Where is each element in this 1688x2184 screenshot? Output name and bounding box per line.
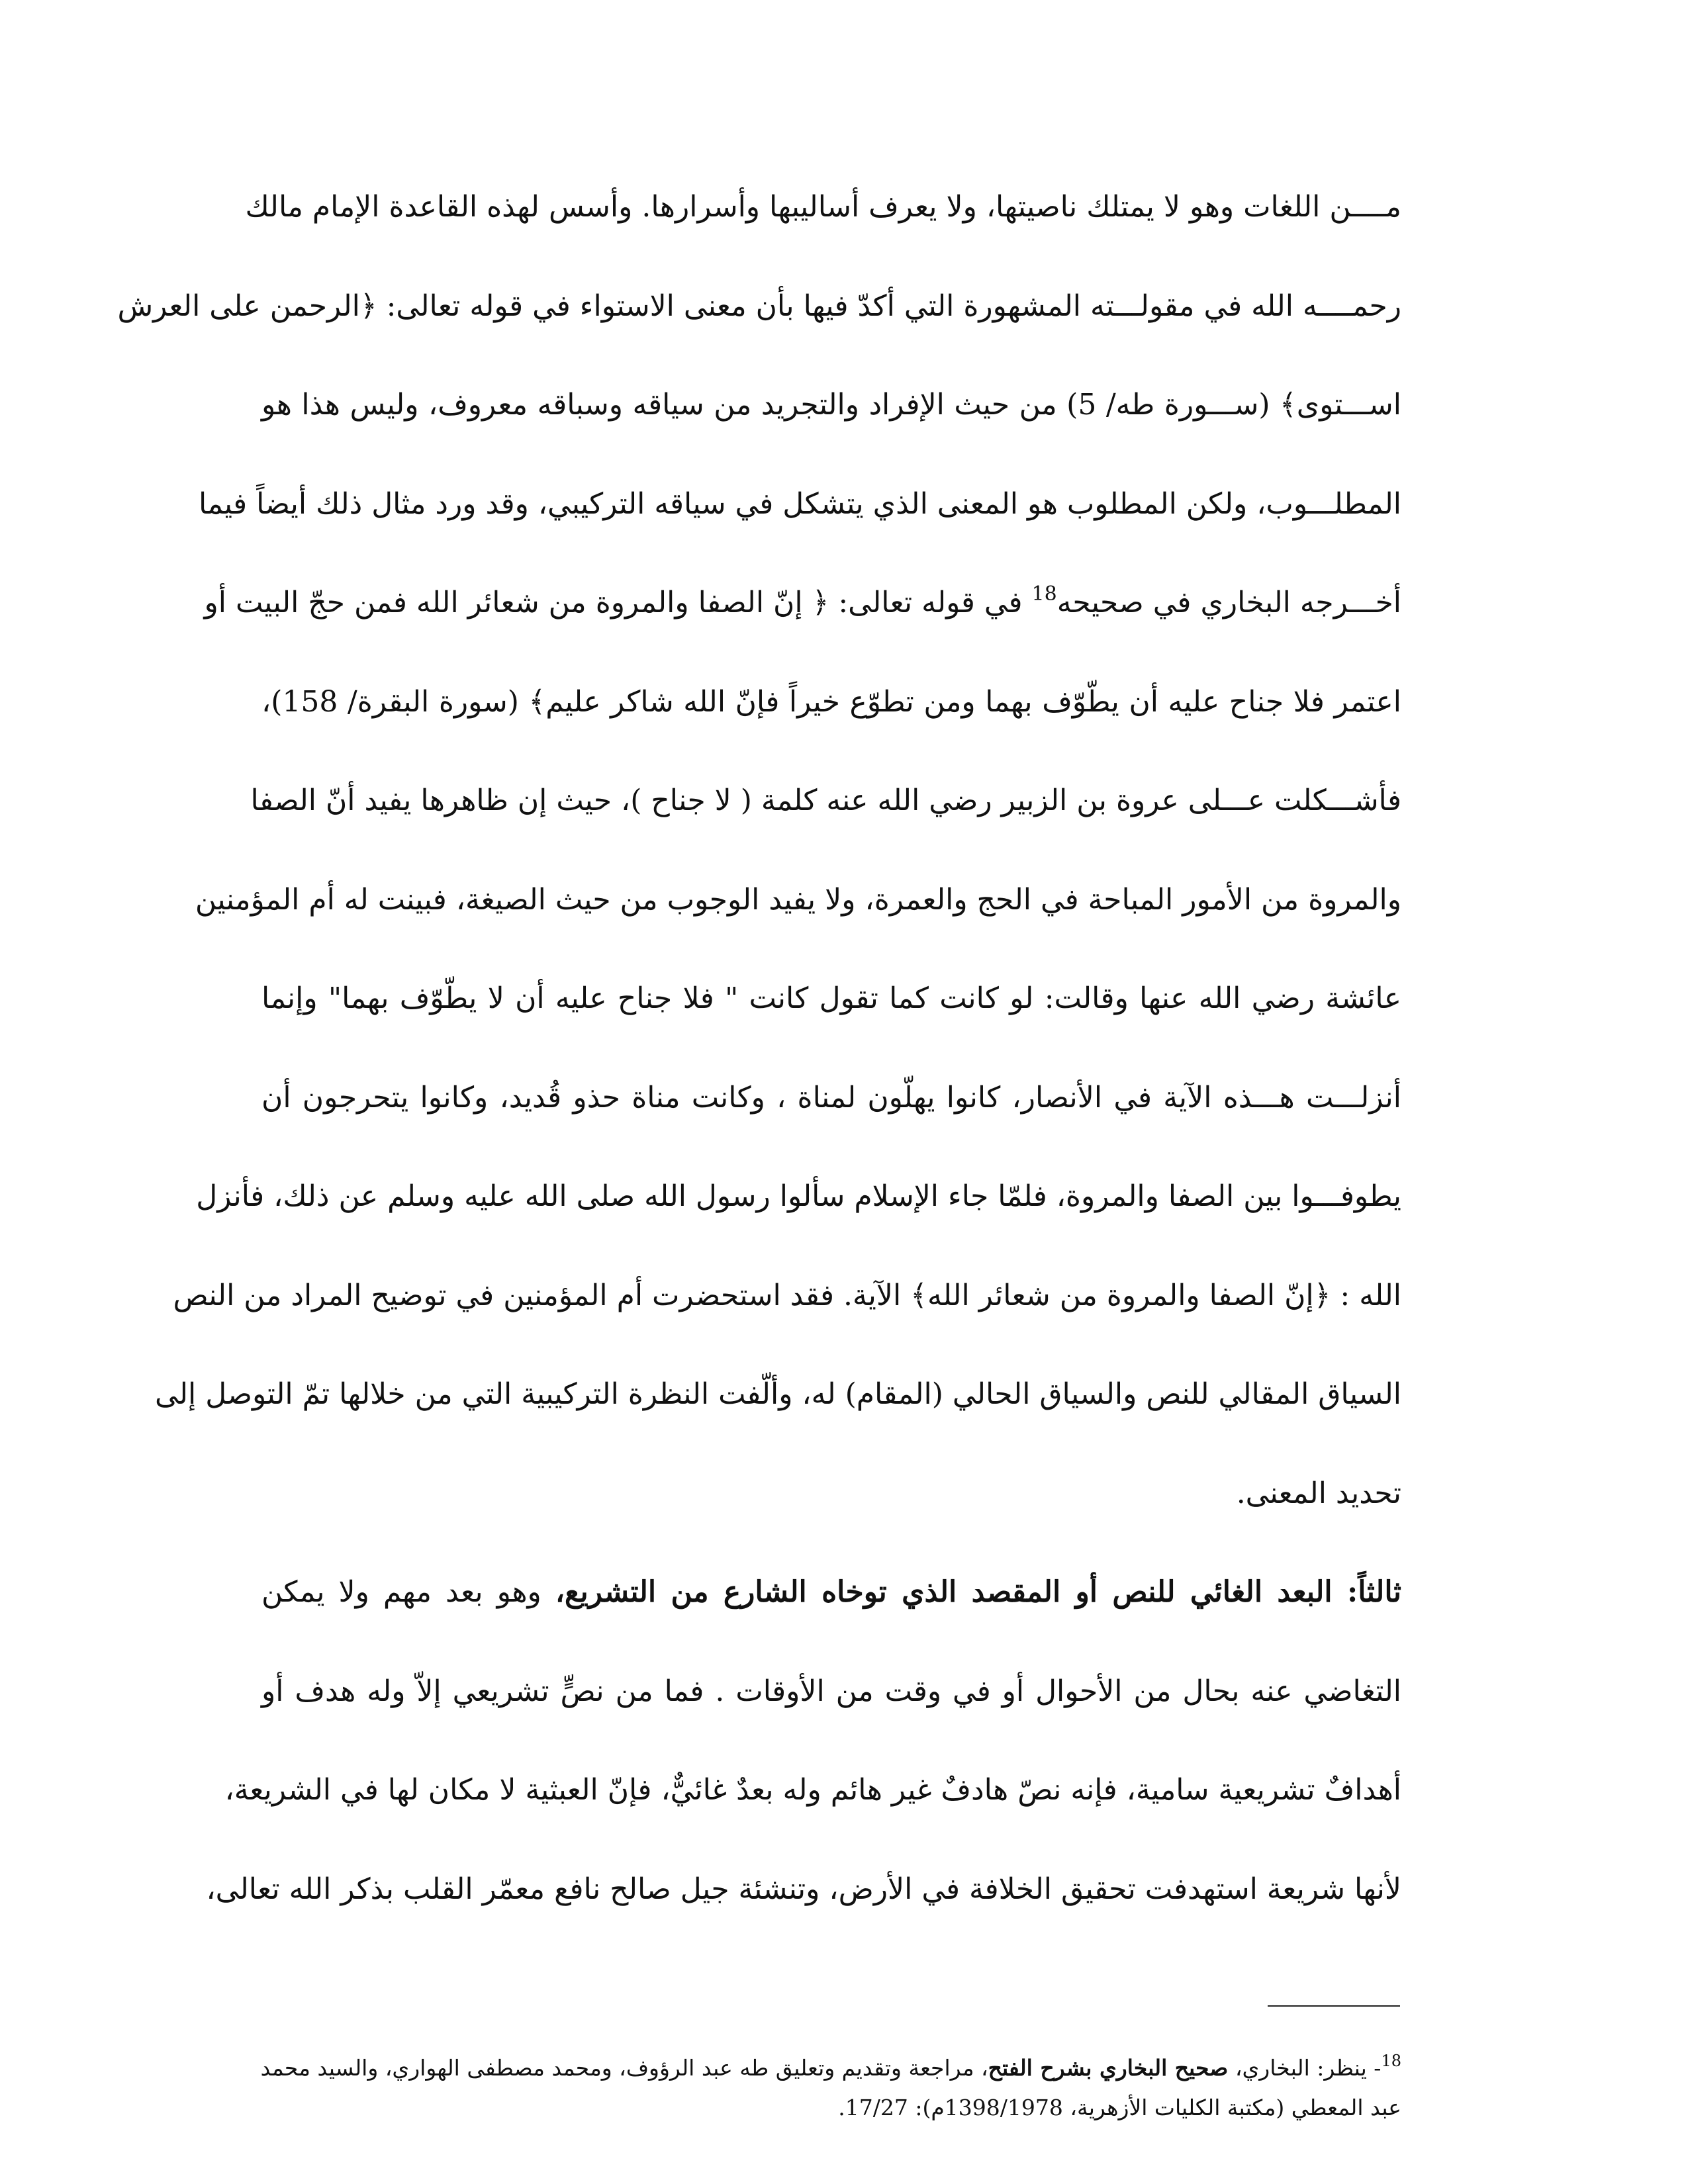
text-line: المطلـــوب، ولكن المطلوب هو المعنى الذي يتشكل في سياقه التركيبي، وقد ورد مثال ذلك أيضاً فيما [198, 486, 1401, 521]
text-line: اســـتوى﴾ (ســـورة طه/ 5) من حيث الإفراد والتجريد من سياقه وسباقه معروف، وليس هذا هو [261, 388, 1401, 422]
text-segment: وهو بعد مهم ولا يمكن [261, 1575, 555, 1609]
text-line: يطوفـــوا بين الصفا والمروة، فلمّا جاء الإسلام سألوا رسول الله صلى الله عليه وسلم عن ذلك، فأنزل [196, 1179, 1401, 1213]
text-line: السياق المقالي للنص والسياق الحالي (المقام) له، وألّفت النظرة التركيبية التي من خلالها تمّ التوصل إلى [154, 1377, 1401, 1411]
text-line [204, 553, 1401, 653]
footnote-text: ، مراجعة وتقديم وتعليق طه عبد الرؤوف، ومحمد مصطفى الهواري، والسيد محمد [260, 2055, 988, 2081]
text-line: عائشة رضي الله عنها وقالت: لو كانت كما تقول كانت " فلا جناح عليه أن لا يطّوّف بهما" وإنما [261, 981, 1401, 1015]
footnote-book-title: صحيح البخاري بشرح الفتح [988, 2055, 1229, 2081]
footnote-number: 18 [1381, 2052, 1401, 2070]
footnote-ref[interactable]: 18 [1031, 582, 1057, 606]
text-line: والمروة من الأمور المباحة في الحج والعمرة، ولا يفيد الوجوب من حيث الصيغة، فبينت له أم المؤمنين [195, 882, 1401, 917]
text-segment: في قوله تعالى: ﴿ إنّ الصفا والمروة من شعائر الله فمن حجّ البيت أو [204, 586, 1032, 619]
text-line: الله : ﴿إنّ الصفا والمروة من شعائر الله﴾ الآية. فقد استحضرت أم المؤمنين في توضيح المراد من النص [173, 1278, 1401, 1312]
section-heading-line [261, 1543, 1401, 1642]
footnote-divider [1268, 2005, 1400, 2007]
text-line: فأشـــكلت عـــلى عروة بن الزبير رضي الله عنه كلمة ( لا جناح )، حيث إن ظاهرها يفيد أنّ الصفا [250, 784, 1401, 817]
text-line: مــــن اللغات وهو لا يمتلك ناصيتها، ولا يعرف أساليبها وأسرارها. وأسس لهذه القاعدة الإمام مالك [245, 190, 1401, 224]
text-line: اعتمر فلا جناح عليه أن يطّوّف بهما ومن تطوّع خيراً فإنّ الله شاكر عليم﴾ (سورة البقرة/ 158)، [261, 684, 1401, 719]
footnote-text: - ينظر: البخاري، [1228, 2055, 1382, 2081]
footnote-line [260, 2052, 1401, 2081]
text-line: أهدافٌ تشريعية سامية، فإنه نصّ هادفٌ غير هائم وله بعدٌ غائيٌّ، فإنّ العبثية لا مكان لها في الشريعة، [224, 1773, 1401, 1807]
text-line: أنزلـــت هـــذه الآية في الأنصار، كانوا يهلّون لمناة ، وكانت مناة حذو قُديد، وكانوا يتحرجون أن [261, 1080, 1401, 1115]
text-line: التغاضي عنه بحال من الأحوال أو في وقت من الأوقات . فما من نصٍّ تشريعي إلاّ وله هدف أو [261, 1674, 1401, 1708]
section-heading: ثالثاً: البعد الغائي للنص أو المقصد الذي توخاه الشارع من التشريع، [555, 1575, 1401, 1609]
text-line: رحمــــه الله في مقولـــته المشهورة التي أكدّ فيها بأن معنى الاستواء في قوله تعالى: ﴿الرحمن على العرش [117, 289, 1401, 323]
footnote-line: عبد المعطي (مكتبة الكليات الأزهرية، 1398/1978م): 17/27. [838, 2095, 1401, 2120]
main-text [117, 158, 1401, 1938]
text-line: لأنها شريعة استهدفت تحقيق الخلافة في الأرض، وتنشئة جيل صالح نافع معمّر القلب بذكر الله تعالى، [206, 1872, 1401, 1906]
text-segment: أخـــرجه البخاري في صحيحه [1056, 586, 1401, 619]
text-line: تحديد المعنى. [1236, 1476, 1401, 1510]
